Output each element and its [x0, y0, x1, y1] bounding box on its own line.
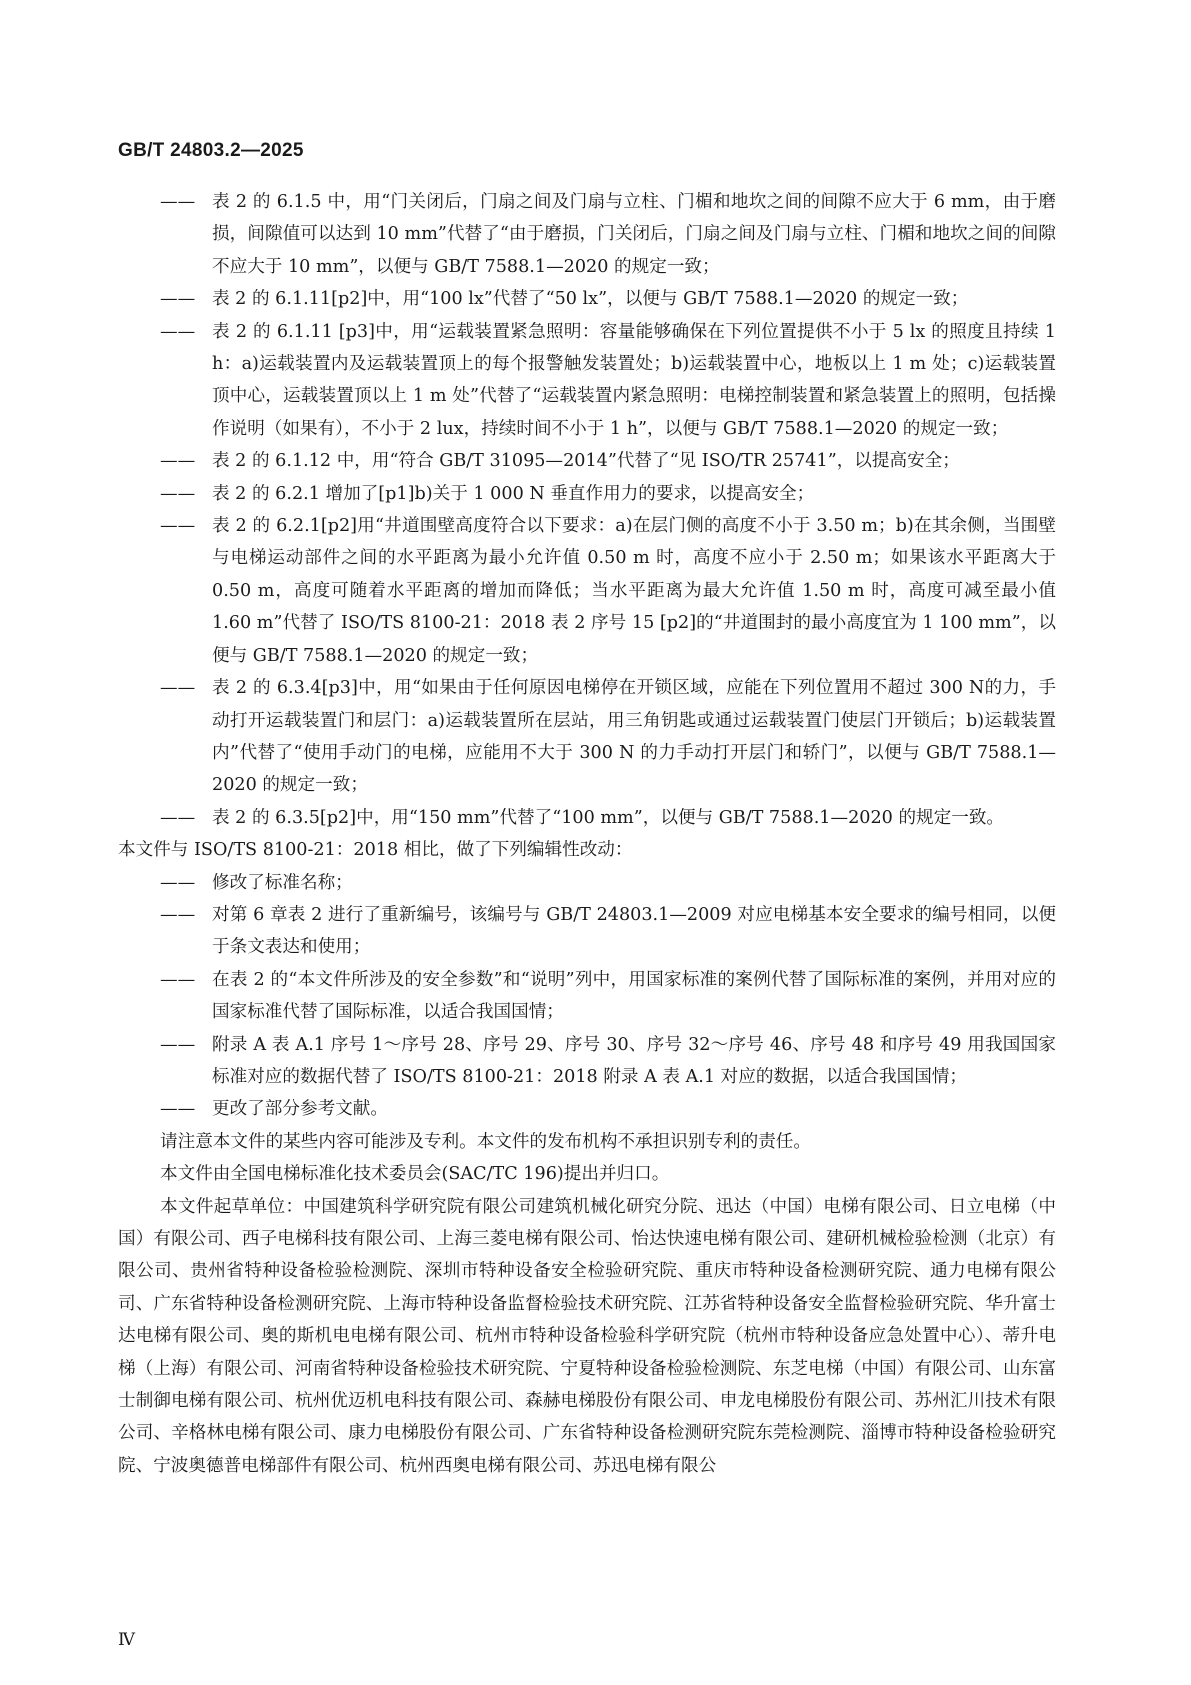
list-item: [118, 445, 1056, 477]
list-dash: ——: [160, 321, 196, 342]
list-item-text: 表 2 的 6.1.12 中，用“符合 GB/T 31095—2014”代替了“见 ISO/TR 25741”，以提高安全；: [212, 451, 960, 472]
proposer-statement: 本文件由全国电梯标准化技术委员会(SAC/TC 196)提出并归口。: [160, 1164, 670, 1185]
list-item: [118, 478, 1056, 510]
list-dash: ——: [160, 483, 196, 504]
list-item: [118, 802, 1056, 834]
list-dash: ——: [160, 1099, 196, 1120]
list-dash: ——: [160, 192, 196, 212]
list-dash: ——: [160, 451, 196, 472]
list-item: [118, 510, 1056, 672]
list-item-text: 表 2 的 6.3.4[p3]中，用“如果由于任何原因电梯停在开锁区域，应能在下列位置用不超过 300 N的力，手动打开运载装置门和层门：a)运载装置所在层站，用三角钥匙或通过运载装置门使层门开锁后；b)运载装置内”代替了“使用手动门的电梯，应能用不大于 300 N 的力手动打开层门和轿门”，以便与 GB/T 7588.1—2020 的规定一致；: [212, 678, 1056, 796]
drafting-units: 本文件起草单位：中国建筑科学研究院有限公司建筑机械化研究分院、迅达（中国）电梯有限公司、日立电梯（中国）有限公司、西子电梯科技有限公司、上海三菱电梯有限公司、怡达快速电梯有限公司、建研机械检验检测（北京）有限公司、贵州省特种设备检验检测院、深圳市特种设备安全检验研究院、重庆市特种设备检测研究院、通力电梯有限公司、广东省特种设备检测研究院、上海市特种设备监督检验技术研究院、江苏省特种设备安全监督检验研究院、华升富士达电梯有限公司、奥的斯机电电梯有限公司、杭州市特种设备检验科学研究院（杭州市特种设备应急处置中心）、蒂升电梯（上海）有限公司、河南省特种设备检验技术研究院、宁夏特种设备检验检测院、东芝电梯（中国）有限公司、山东富士制御电梯有限公司、杭州优迈机电科技有限公司、森赫电梯股份有限公司、申龙电梯股份有限公司、苏州汇川技术有限公司、辛格林电梯有限公司、康力电梯股份有限公司、广东省特种设备检测研究院东莞检测院、淄博市特种设备检验研究院、宁波奥德普电梯部件有限公司、杭州西奥电梯有限公司、苏迅电梯有限公: [118, 1196, 1056, 1476]
page-number: Ⅳ: [118, 1630, 135, 1650]
list-item-text: 对第 6 章表 2 进行了重新编号，该编号与 GB/T 24803.1—2009 对应电梯基本安全要求的编号相同，以便于条文表达和使用；: [212, 904, 1056, 958]
list-item: [118, 964, 1056, 1029]
document-number: GB/T 24803.2—2025: [118, 140, 304, 161]
list-dash: ——: [160, 969, 196, 990]
list-item-text: 在表 2 的“本文件所涉及的安全参数”和“说明”列中，用国家标准的案例代替了国际标准的案例，并用对应的国家标准代替了国际标准，以适合我国国情；: [212, 969, 1056, 1023]
list-dash: ——: [160, 516, 196, 537]
list-item: [118, 899, 1056, 964]
list-item-text: 表 2 的 6.1.5 中，用“门关闭后，门扇之间及门扇与立柱、门楣和地坎之间的间隙不应大于 6 mm，由于磨损，间隙值可以达到 10 mm”代替了“由于磨损，门关闭后，门扇之间及门扇与立柱、门楣和地坎之间的间隙不应大于 10 mm”，以便与 GB/T 7588.1—2020 的规定一致；: [212, 192, 1056, 277]
list-item: [118, 316, 1056, 446]
list-item-text: 附录 A 表 A.1 序号 1～序号 28、序号 29、序号 30、序号 32～序号 46、序号 48 和序号 49 用我国国家标准对应的数据代替了 ISO/TS 8100-21：2018 附录 A 表 A.1 对应的数据，以适合我国国情；: [212, 1034, 1056, 1087]
list-item: [118, 1029, 1056, 1094]
list-item-text: 表 2 的 6.2.1[p2]用“井道围壁高度符合以下要求：a)在层门侧的高度不小于 3.50 m；b)在其余侧，当围壁与电梯运动部件之间的水平距离为最小允许值 0.50 m 时，高度不应小于 2.50 m；如果该水平距离大于 0.50 m，高度可随着水平距离的增加而降低；当水平距离为最大允许值 1.50 m 时，高度可减至最小值 1.60 m”代替了 ISO/TS 8100-21：2018 表 2 序号 15 [p2]的“井道围封的最小高度宜为 1 100 mm”，以便与 GB/T 7588.1—2020 的规定一致；: [212, 516, 1056, 666]
list-item-text: 修改了标准名称；: [212, 872, 353, 893]
list-dash: ——: [160, 678, 196, 699]
list-dash: ——: [160, 807, 196, 828]
editorial-intro: 本文件与 ISO/TS 8100-21：2018 相比，做了下列编辑性改动：: [118, 840, 633, 861]
list-item: [118, 1093, 1056, 1125]
list-dash: ——: [160, 872, 196, 893]
list-item-text: 更改了部分参考文献。: [212, 1099, 388, 1120]
list-item: [118, 186, 1056, 283]
foreword-body: [118, 186, 1056, 1482]
technical-changes-list: [118, 186, 1056, 834]
list-dash: ——: [160, 904, 196, 925]
list-dash: ——: [160, 1034, 196, 1055]
list-item: [118, 867, 1056, 899]
patent-notice: 请注意本文件的某些内容可能涉及专利。本文件的发布机构不承担识别专利的责任。: [160, 1131, 811, 1152]
list-item-text: 表 2 的 6.1.11[p2]中，用“100 lx”代替了“50 lx”，以便与 GB/T 7588.1—2020 的规定一致；: [212, 289, 969, 310]
list-item: [118, 283, 1056, 315]
list-item-text: 表 2 的 6.1.11 [p3]中，用“运载装置紧急照明：容量能够确保在下列位置提供不小于 5 lx 的照度且持续 1 h：a)运载装置内及运载装置顶上的每个报警触发装置处；b)运载装置中心，地板以上 1 m 处；c)运载装置顶中心，运载装置顶以上 1 m 处”代替了“运载装置内紧急照明：电梯控制装置和紧急装置上的照明，包括操作说明（如果有），不小于 2 lux，持续时间不小于 1 h”，以便与 GB/T 7588.1—2020 的规定一致；: [212, 321, 1056, 439]
editorial-changes-list: [118, 867, 1056, 1126]
list-item-text: 表 2 的 6.2.1 增加了[p1]b)关于 1 000 N 垂直作用力的要求，以提高安全；: [212, 483, 815, 504]
list-item-text: 表 2 的 6.3.5[p2]中，用“150 mm”代替了“100 mm”，以便与 GB/T 7588.1—2020 的规定一致。: [212, 807, 1005, 828]
list-item: [118, 672, 1056, 802]
list-dash: ——: [160, 289, 196, 310]
